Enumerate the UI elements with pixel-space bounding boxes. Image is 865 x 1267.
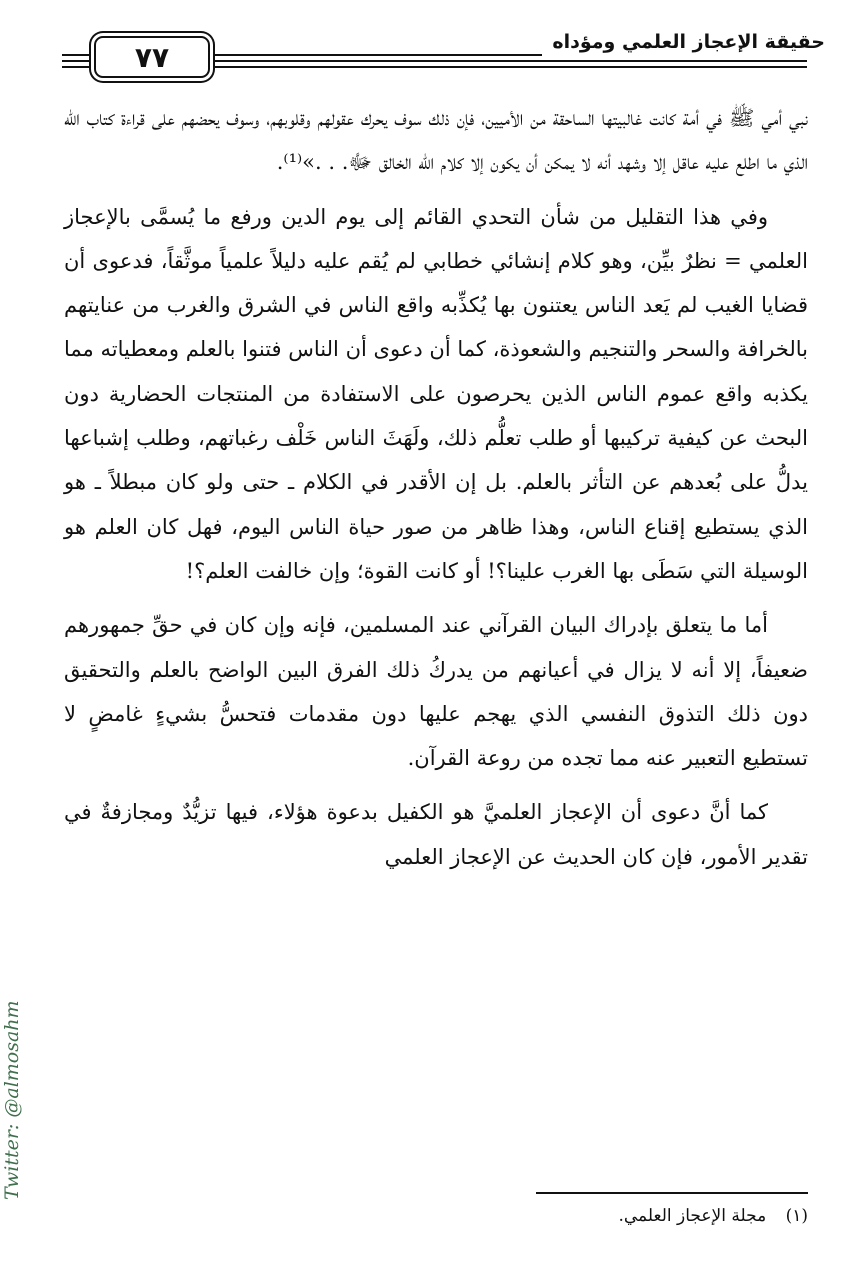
page-header	[62, 28, 825, 74]
paragraph: كما أنَّ دعوى أن الإعجاز العلميَّ هو الكفيل بدعوة هؤلاء، فيها تزيُّدٌ ومجازفةٌ في تقدير الأمور، فإن كان الحديث عن الإعجاز العلمي	[64, 800, 808, 869]
watermark: Twitter: @almosahm	[1, 1000, 23, 1200]
paragraph: وفي هذا التقليل من شأن التحدي القائم إلى يوم الدين ورفع ما يُسمَّى بالإعجاز العلمي = نظرٌ بيِّن، وهو كلام إنشائي خطابي لم يُقم عليه دليلاً علمياً موثَّقاً، فدعوى أن قضايا الغيب لم يَعد الناس يعتنون بها يُكذِّبه واقع الناس في الشرق والغرب من عنايتهم بالخرافة والسحر والتنجيم والشعوذة، كما أن دعوى أن الناس فتنوا بالعلم ومعطياته مما يكذبه واقع عموم الناس الذين يحرصون على الاستفادة من المنتجات الحضارية دون البحث عن كيفية تركيبها أو طلب تعلُّم ذلك، ولَهَثَ الناس خَلْف رغباتهم، وطلب إشباعها يدلُّ على بُعدهم عن التأثر بالعلم. بل إن الأقدر في الكلام ـ حتى ولو كان مبطلاً ـ هو الذي يستطيع إقناع الناس، وهذا ظاهر من صور حياة الناس اليوم، فهل كان العلم هو الوسيلة التي سَطَى بها الغرب علينا؟! أو كانت القوة؛ وإن خالفت العلم؟!	[64, 204, 808, 583]
paragraph: نبي أمي ﷺ في أمة كانت غالبيتها الساحقة من الأميين، فإن ذلك سوف يحرك عقولهم وقلوبهم، وسوف يحضهم على قراءة كتاب الله الذي ما اطلع عليه عاقل إلا وشهد أنه لا يمكن أن يكون إلا كلام الله الخالق ﷻ. . .»⁽¹⁾.	[64, 106, 808, 175]
footnote-text: مجلة الإعجاز العلمي.	[618, 1206, 767, 1226]
paragraph: أما ما يتعلق بإدراك البيان القرآني عند المسلمين، فإنه وإن كان في حقِّ جمهورهم ضعيفاً، إلا أنه لا يزال في أعيانهم من يدركُ ذلك الفرق البين الواضح بالعلم والتحقيق دون ذلك التذوق النفسي الذي يهجم عليها دون مقدمات فتحسُّ بشيءٍ غامضٍ لا تستطيع التعبير عنه مما تجده من روعة القرآن.	[64, 613, 808, 771]
page-number: ٧٧	[134, 40, 170, 74]
footnote-separator	[536, 1192, 808, 1194]
running-title: حقيقة الإعجاز العلمي ومؤداه	[542, 28, 825, 56]
text-body	[64, 96, 808, 879]
footnote	[68, 1203, 808, 1229]
footnote-number: (١)	[785, 1206, 808, 1226]
page-number-frame	[94, 36, 210, 78]
